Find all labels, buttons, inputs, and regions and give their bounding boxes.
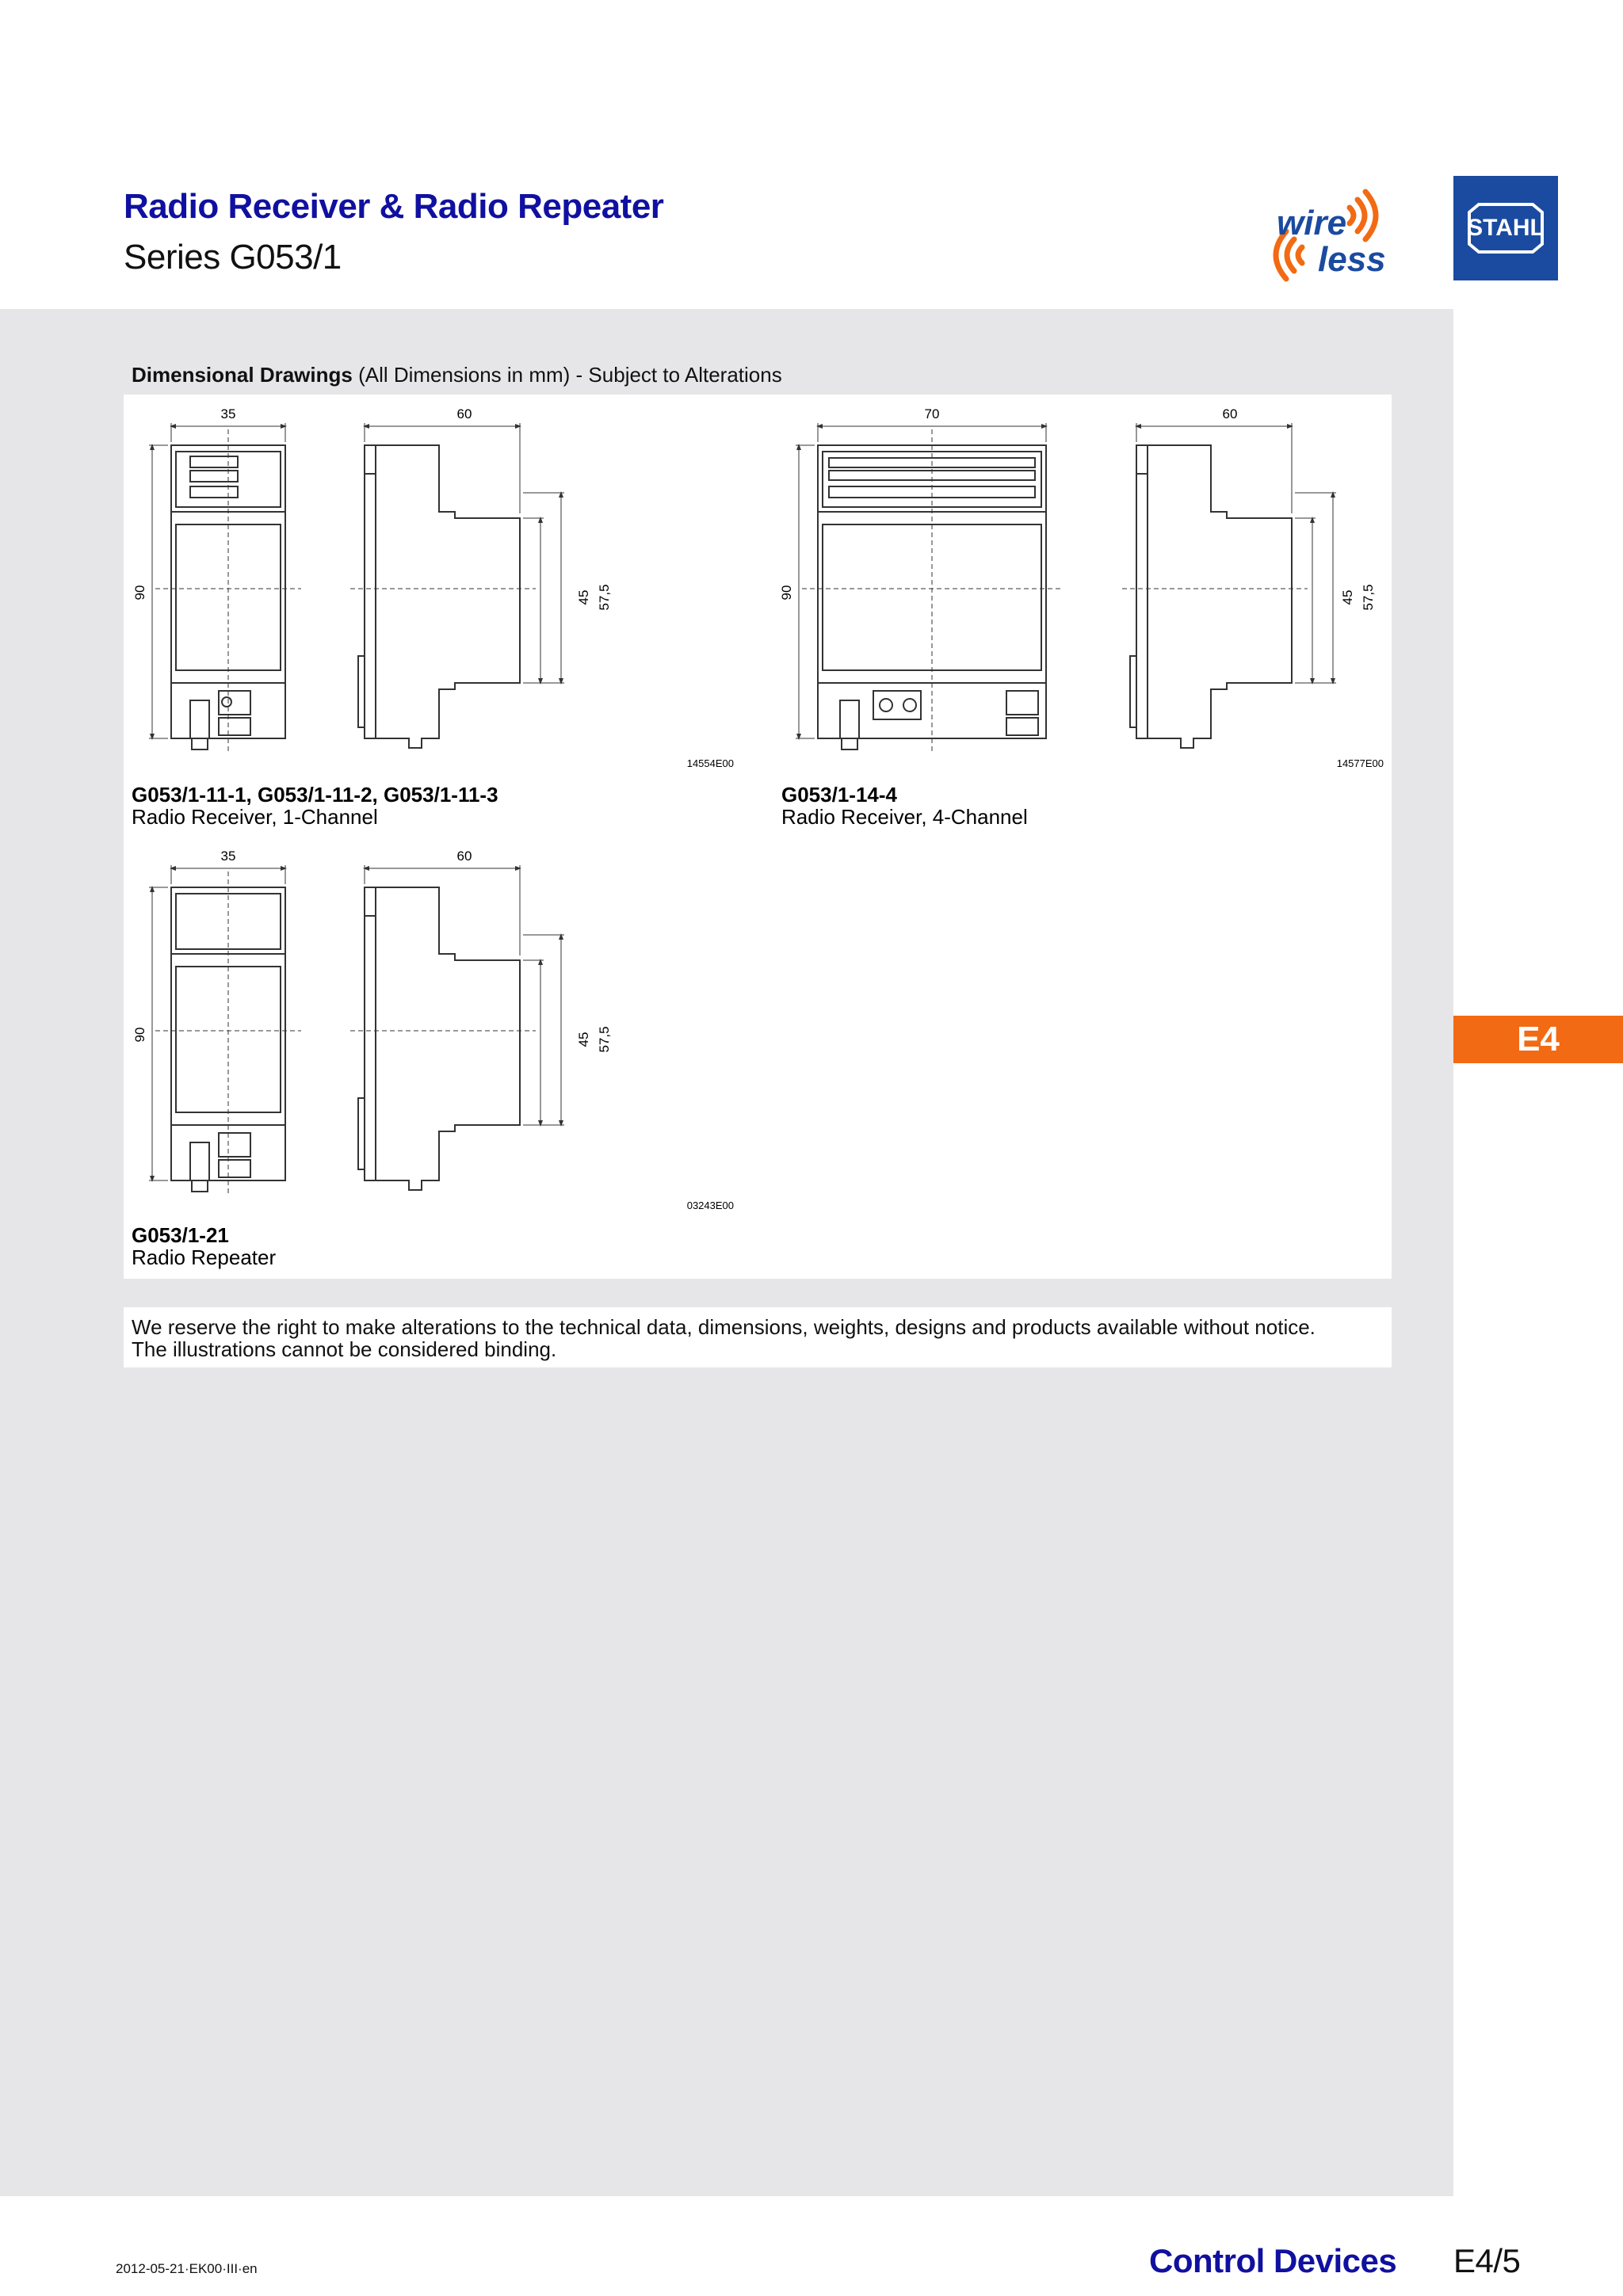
caption-code-1: G053/1-11-1, G053/1-11-2, G053/1-11-3 bbox=[132, 783, 498, 807]
side-view-2 bbox=[1136, 445, 1292, 748]
section-heading bbox=[132, 363, 782, 387]
drawing-2 bbox=[796, 423, 1336, 754]
dim-step2-1: 57,5 bbox=[597, 584, 612, 611]
wireless-logo-word2: less bbox=[1318, 240, 1386, 279]
drawing-1 bbox=[149, 423, 564, 754]
drawing-ref-3: 03243E00 bbox=[686, 1199, 734, 1211]
dim-depth-2: 60 bbox=[1222, 406, 1238, 421]
dim-height-2: 90 bbox=[779, 585, 794, 601]
disclaimer-box bbox=[124, 1307, 1392, 1367]
page-title: Radio Receiver & Radio Repeater bbox=[124, 187, 664, 226]
dim-depth-1: 60 bbox=[456, 406, 472, 421]
dim-height-3: 90 bbox=[132, 1027, 147, 1043]
footer-category: Control Devices bbox=[1149, 2242, 1397, 2279]
caption-desc-3: Radio Repeater bbox=[132, 1245, 277, 1269]
dim-front-width-3: 35 bbox=[220, 849, 236, 864]
stahl-logo bbox=[1453, 176, 1558, 280]
caption-desc-2: Radio Receiver, 4-Channel bbox=[781, 805, 1028, 829]
footer-page-number: E4/5 bbox=[1453, 2242, 1521, 2279]
section-tab-e4[interactable]: E4 bbox=[1453, 1016, 1623, 1063]
dimensional-drawings bbox=[124, 395, 1392, 1279]
stahl-logo-text: STAHL bbox=[1467, 215, 1545, 241]
drawing-ref-1: 14554E00 bbox=[686, 757, 734, 769]
dim-step1-2: 45 bbox=[1340, 589, 1355, 605]
caption-code-3: G053/1-21 bbox=[132, 1223, 229, 1247]
dim-step2-3: 57,5 bbox=[597, 1026, 612, 1053]
dim-depth-3: 60 bbox=[456, 849, 472, 864]
section-heading-rest: (All Dimensions in mm) - Subject to Alterations bbox=[352, 363, 782, 387]
side-view-3 bbox=[365, 887, 520, 1190]
section-heading-bold: Dimensional Drawings bbox=[132, 363, 353, 387]
caption-code-2: G053/1-14-4 bbox=[781, 783, 897, 807]
dim-step1-1: 45 bbox=[576, 589, 591, 605]
drawing-3 bbox=[149, 865, 564, 1196]
caption-desc-1: Radio Receiver, 1-Channel bbox=[132, 805, 378, 829]
footer-date-code: 2012-05-21·EK00·III·en bbox=[116, 2261, 258, 2276]
dim-step2-2: 57,5 bbox=[1361, 584, 1376, 611]
dim-front-width-2: 70 bbox=[924, 406, 940, 421]
side-view-1 bbox=[365, 445, 520, 748]
dim-step1-3: 45 bbox=[576, 1032, 591, 1047]
drawing-ref-2: 14577E00 bbox=[1336, 757, 1384, 769]
page-subtitle: Series G053/1 bbox=[124, 238, 342, 277]
dim-front-width-1: 35 bbox=[220, 406, 236, 421]
disclaimer-line-2: The illustrations cannot be considered binding. bbox=[132, 1337, 557, 1361]
disclaimer-line-1: We reserve the right to make alterations to the technical data, dimensions, weights, designs and products available without notice. bbox=[132, 1315, 1316, 1339]
wireless-logo-word1: wire bbox=[1277, 204, 1347, 242]
wireless-logo bbox=[1272, 184, 1391, 284]
drawings-box bbox=[124, 395, 1392, 1279]
dim-height-1: 90 bbox=[132, 585, 147, 601]
